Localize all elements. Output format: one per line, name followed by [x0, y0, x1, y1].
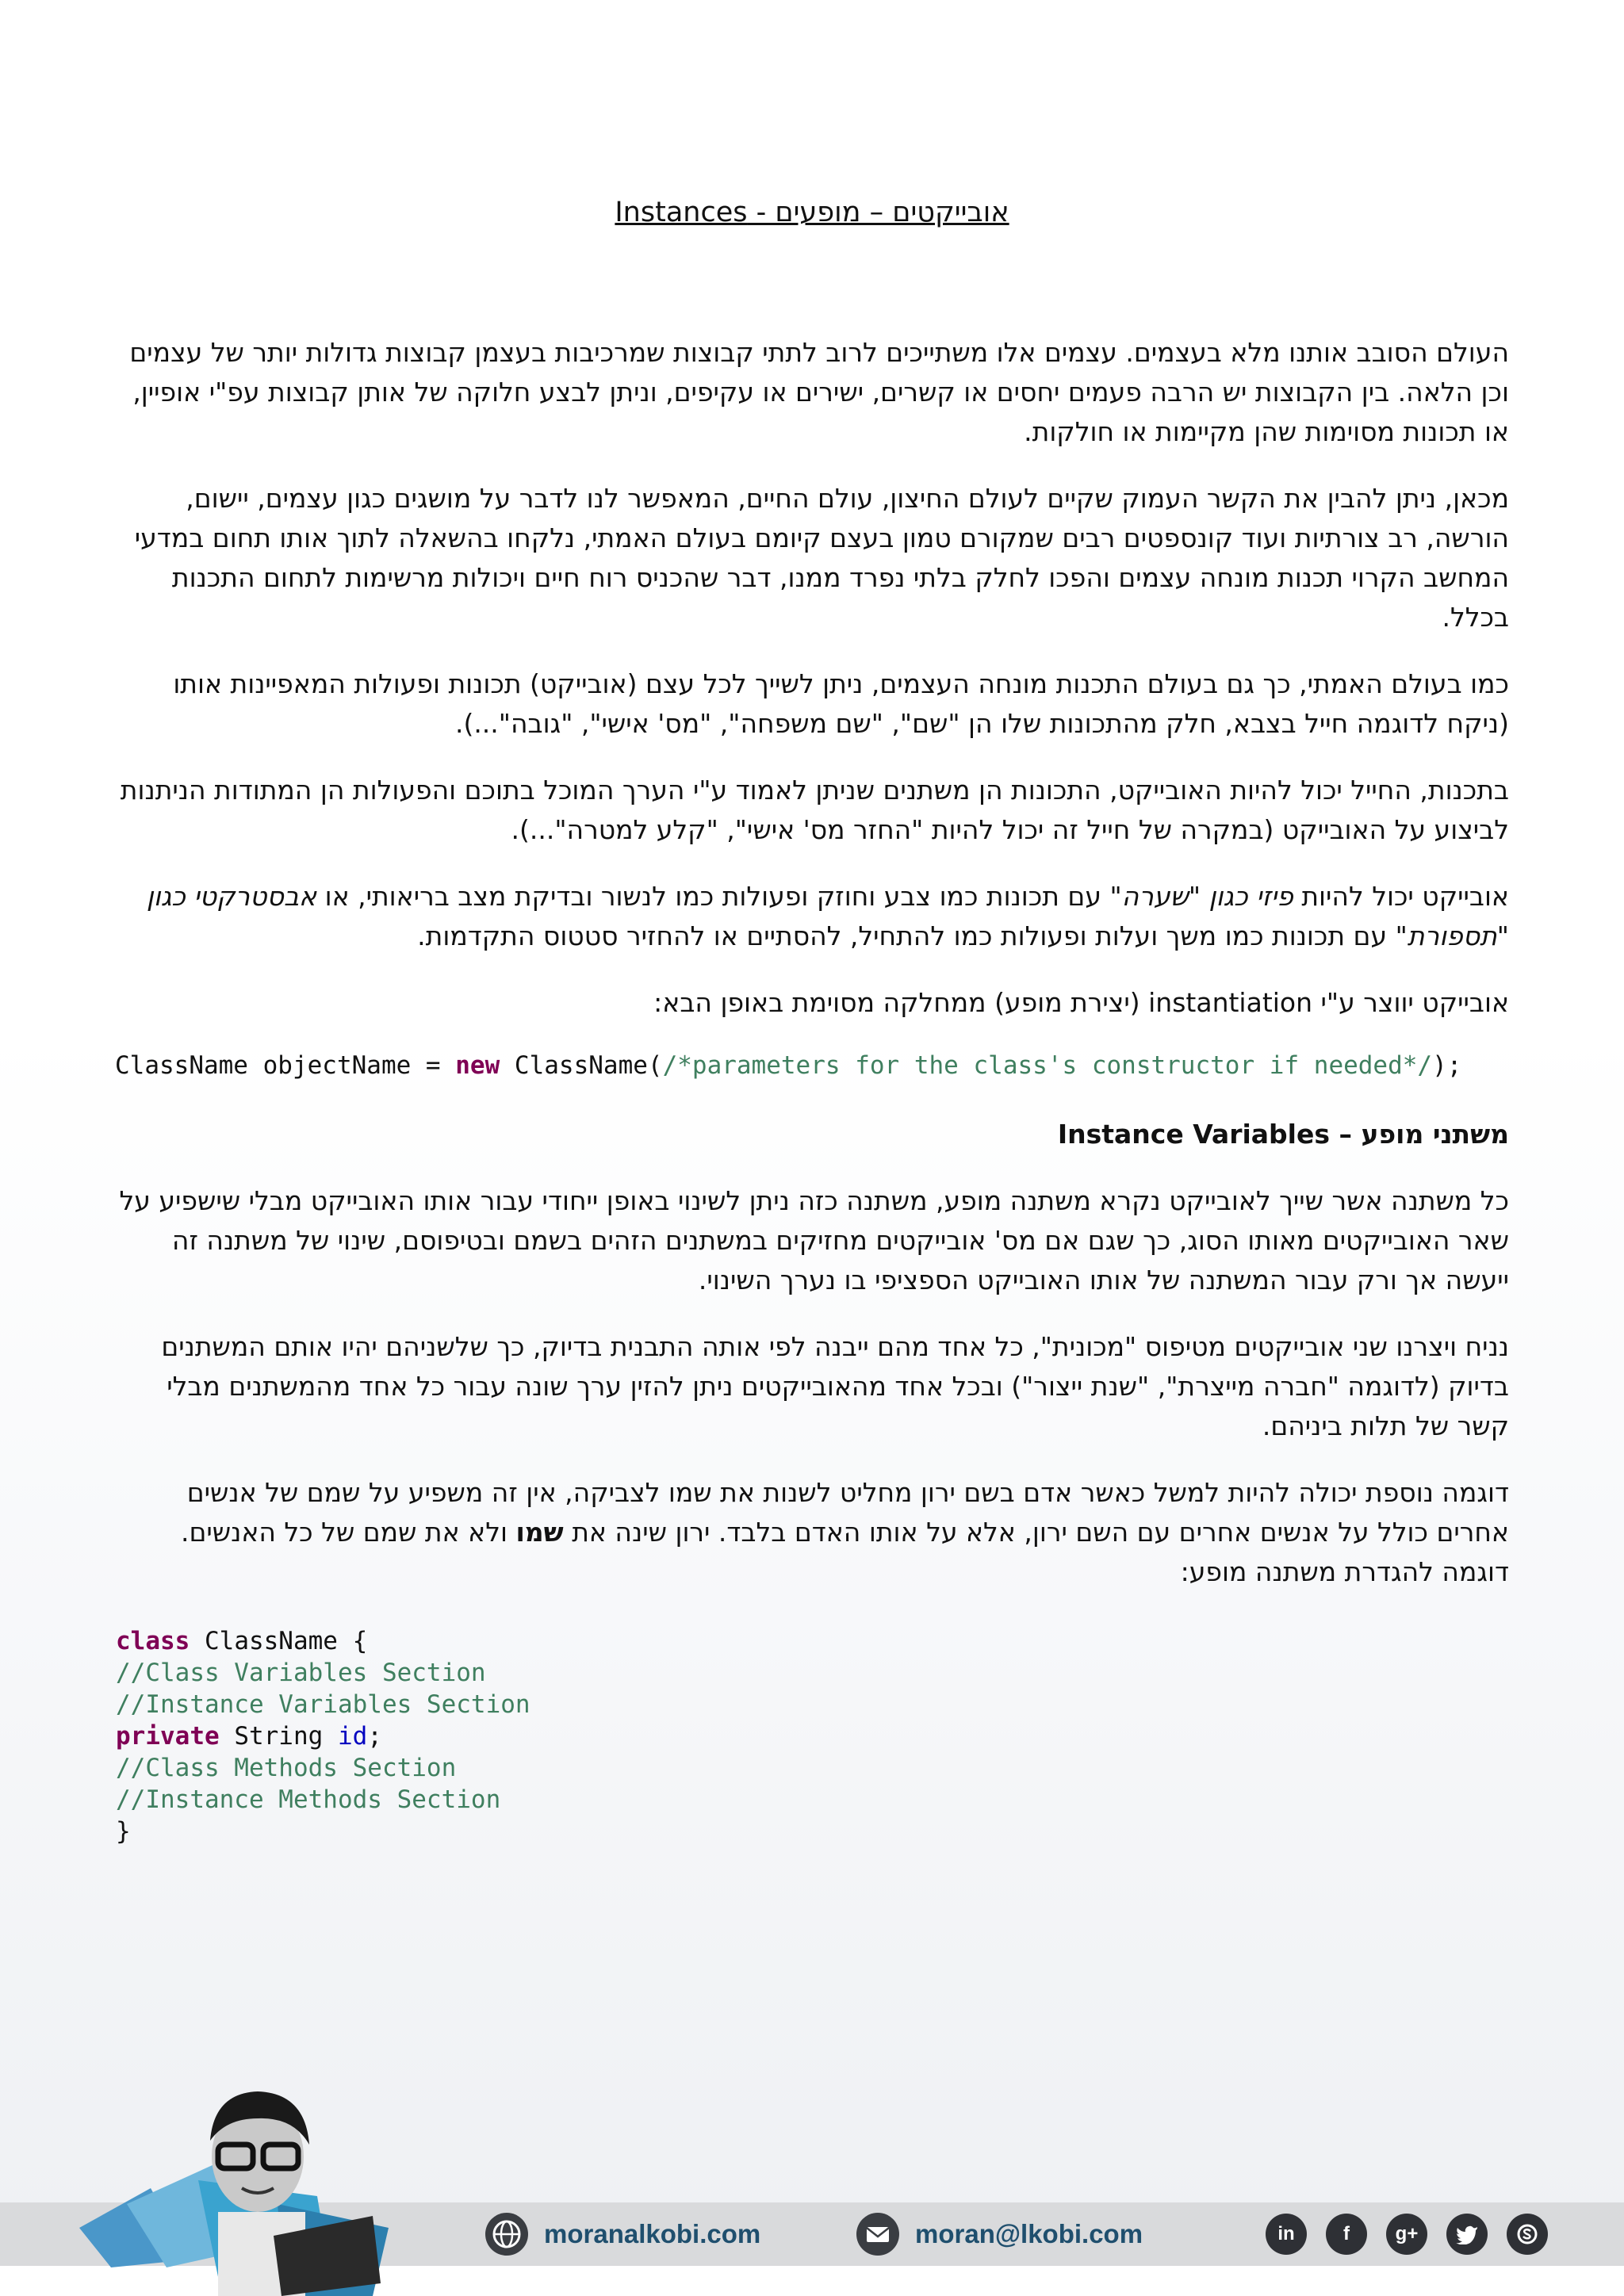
italic-run: פיזי כגון "שערה": [1109, 881, 1293, 912]
code-keyword: class: [116, 1627, 190, 1655]
code-keyword: private: [116, 1722, 220, 1751]
code-text: ClassName objectName =: [115, 1051, 456, 1080]
code-comment: //Instance Methods Section: [116, 1785, 501, 1814]
code-class-example: [116, 1625, 1509, 1847]
code-text: );: [1432, 1051, 1462, 1080]
linkedin-icon[interactable]: in: [1266, 2214, 1307, 2255]
section-heading: משתני מופע – Instance Variables: [1057, 1119, 1509, 1150]
email-link[interactable]: moran@lkobi.com: [915, 2219, 1143, 2248]
facebook-icon[interactable]: f: [1326, 2214, 1367, 2255]
text-run: אובייקט יכול להיות: [1293, 881, 1509, 912]
code-text: ;: [367, 1722, 382, 1751]
google-plus-icon[interactable]: g+: [1386, 2214, 1427, 2255]
website-link[interactable]: moranalkobi.com: [544, 2219, 761, 2248]
code-comment: /*parameters for the class's constructor if needed*/: [662, 1051, 1433, 1080]
paragraph: [116, 877, 1509, 956]
code-comment: //Instance Variables Section: [116, 1690, 530, 1719]
paragraph: אובייקט יווצר ע"י instantiation (יצירת מופע) ממחלקה מסוימת באופן הבא:: [653, 987, 1509, 1018]
paragraph: מכאן, ניתן להבין את הקשר העמוק שקיים לעולם החיצון, עולם החיים, המאפשר לנו לדבר על מושגים כגון עצמים, יישום, הורשה, רב צורתיות ועוד קונספטים רבים שמקורם טמון בעצם קיומם בעולם האמתי, נלקחו בהשאלה לתוך אותו תחום במדעי המחשב הקרוי תכנות מונחה עצמים והפכו לחלק בלתי נפרד ממנו, דבר שהכניס רוח חיים ויכולות מרשימות לתחום התכנות בכלל.: [134, 483, 1509, 633]
skype-icon[interactable]: [1507, 2214, 1548, 2255]
document-body: [116, 333, 1509, 1847]
website-contact[interactable]: [485, 2212, 760, 2256]
globe-icon: [485, 2213, 528, 2256]
code-text: ClassName {: [190, 1627, 368, 1655]
email-contact[interactable]: [856, 2212, 1143, 2256]
code-comment: //Class Methods Section: [116, 1754, 457, 1782]
page-title: אובייקטים – מופעים - Instances: [615, 197, 1009, 228]
text-run: עם תכונות כמו משך ועלות ופעולות כמו להתחיל, להסתיים או להחזיר סטטוס התקדמות.: [417, 920, 1396, 951]
paragraph: כמו בעולם האמתי, כך גם בעולם התכנות מונחה העצמים, ניתן לשייך לכל עצם (אובייקט) תכונות ופעולות המאפיינות אותו (ניקח לדוגמה חייל בצבא, חלק מהתכונות שלו הן "שם", "שם משפחה", "מס' אישי", "גובה"...).: [173, 668, 1509, 739]
text-run: עם תכונות כמו צבע וחוזק ופעולות כמו לנשור ובדיקת מצב בריאותי, או: [316, 881, 1110, 912]
code-instantiation: [115, 1050, 1509, 1081]
social-links: [1266, 2214, 1548, 2255]
paragraph: כל משתנה אשר שייך לאובייקט נקרא משתנה מופע, משתנה כזה ניתן לשינוי באופן ייחודי עבור אותו האובייקט מבלי שישפיע על שאר האובייקטים מאותו הסוג, כך שגם אם מס' אובייקטים מחזיקים במשתנים הזהים בשמם ובטיפוסם, שינוי של משתנה זה ייעשה אך ורק עבור המשתנה של אותו האובייקט הספציפי בו נערך השינוי.: [119, 1185, 1509, 1295]
code-keyword: new: [455, 1051, 500, 1080]
text-run: דוגמה נוספת יכולה להיות למשל כאשר אדם בשם ירון מחליט לשנות את שמו לצביקה, אין זה משפיע על שמם של אנשים אחרים כולל על אנשים אחרים עם השם ירון, אלא על אותו האדם בלבד. ירון שינה את: [186, 1477, 1509, 1548]
envelope-icon: [856, 2213, 899, 2256]
bold-run: שמו: [515, 1517, 564, 1548]
text-run: דוגמה להגדרת משתנה מופע:: [1180, 1556, 1509, 1587]
paragraph: בתכנות, החייל יכול להיות האובייקט, התכונות הן משתנים שניתן לאמוד ע"י הערך המוכל בתוכם והפעולות הן המתודות הניתנות לביצוע על האובייקט (במקרה של חייל זה יכול להיות "החזר מס' אישי", "קלע למטרה"...).: [120, 775, 1509, 845]
twitter-icon[interactable]: [1446, 2214, 1488, 2255]
paragraph: נניח ויצרנו שני אובייקטים מטיפוס "מכונית", כל אחד מהם ייבנה לפי אותה התבנית בדיוק, כך שלשניהם יהיו אותם המשתנים בדיוק (לדוגמה "חברה מייצרת", "שנת ייצור") ובכל אחד מהאובייקטים ניתן להזין ערך שונה עבור כל אחד מהמשתנים מבלי קשר של תלות ביניהם.: [161, 1331, 1509, 1441]
code-text: String: [219, 1722, 338, 1751]
text-run: ולא את שמם של כל האנשים.: [180, 1517, 516, 1548]
code-text: }: [116, 1817, 131, 1846]
mascot-illustration: [79, 2069, 428, 2296]
code-text: ClassName(: [500, 1051, 663, 1080]
code-field: id: [337, 1722, 368, 1751]
italic-run: אבסטרקטי כגון "תספורת": [146, 881, 1509, 951]
paragraph: העולם הסובב אותנו מלא בעצמים. עצמים אלו משתייכים לרוב לתתי קבוצות שמרכיבות בעצמן קבוצות גדולות יותר של עצמים וכן הלאה. בין הקבוצות יש הרבה פעמים יחסים או קשרים, ישירים או עקיפים, וניתן לבצע חלוקה של אותן קבוצות עפ"י אופיין, או תכונות מסוימות שהן מקיימות או חולקות.: [129, 337, 1509, 447]
paragraph: [116, 1473, 1509, 1592]
code-comment: //Class Variables Section: [116, 1659, 486, 1687]
